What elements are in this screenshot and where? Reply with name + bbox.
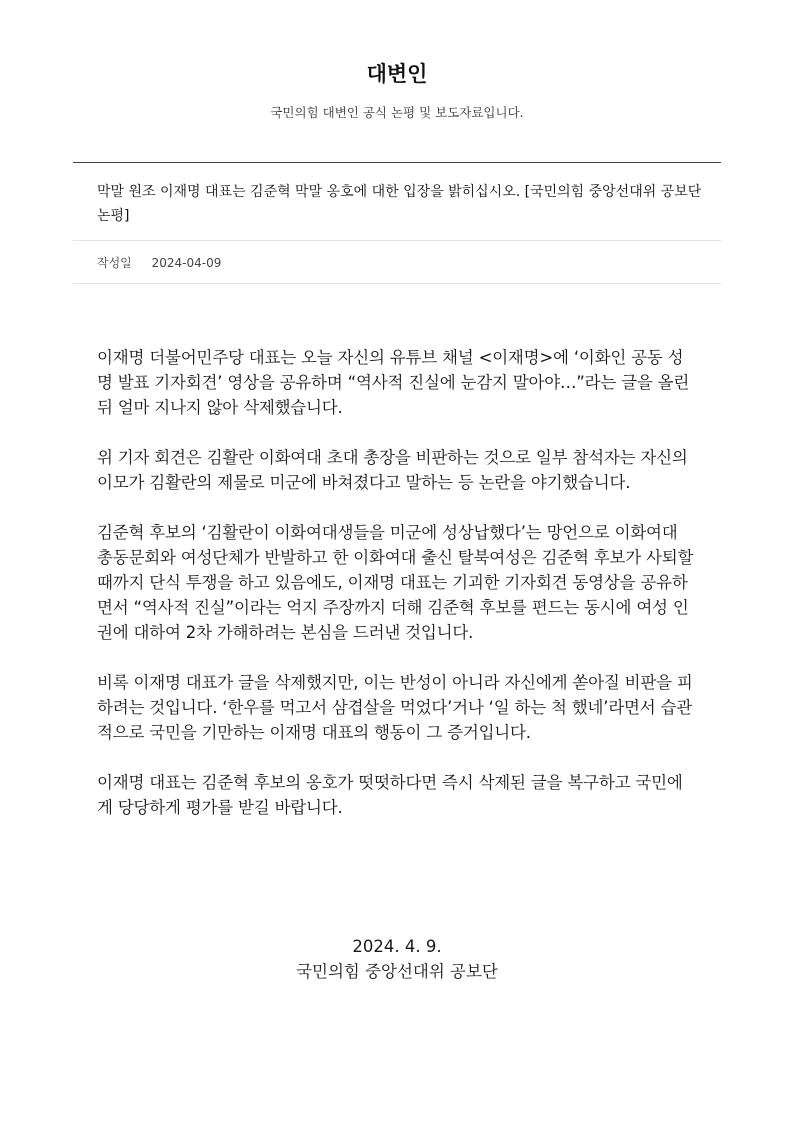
header-divider xyxy=(73,162,721,163)
signature-date: 2024. 4. 9. xyxy=(352,937,442,956)
body-paragraph-1: 이재명 더불어민주당 대표는 오늘 자신의 유튜브 채널 <이재명>에 ‘이화인 공동 성명 발표 기자회견’ 영상을 공유하며 “역사적 진실에 눈감지 말아야…”라는 글을 올린 뒤 얼마 지나지 않아 삭제했습니다. xyxy=(97,348,690,417)
meta-divider xyxy=(73,283,721,284)
body-paragraph-3: 김준혁 후보의 ‘김활란이 이화여대생들을 미군에 성상납했다’는 망언으로 이화여대 총동문회와 여성단체가 반발하고 한 이화여대 출신 탈북여성은 김준혁 후보가 사퇴할 때까지 단식 투쟁을 하고 있음에도, 이재명 대표는 기괴한 기자회견 동영상을 공유하면서 “역사적 진실”이라는 억지 주장까지 더해 김준혁 후보를 편드는 동시에 여성 인권에 대하여 2차 가해하려는 본심을 드러낸 것입니다. xyxy=(97,523,694,642)
body-paragraph-2: 위 기자 회견은 김활란 이화여대 초대 총장을 비판하는 것으로 일부 참석자는 자신의 이모가 김활란의 제물로 미군에 바쳐졌다고 말하는 등 논란을 야기했습니다. xyxy=(97,448,688,492)
page-subtitle: 국민의힘 대변인 공식 논평 및 보도자료입니다. xyxy=(270,105,524,120)
post-title: 막말 원조 이재명 대표는 김준혁 막말 옹호에 대한 입장을 밝히십시오. [국민의힘 중앙선대위 공보단 논평] xyxy=(97,184,702,224)
title-divider xyxy=(73,240,721,241)
signature-block xyxy=(0,934,794,984)
body-paragraph-5: 이재명 대표는 김준혁 후보의 옹호가 떳떳하다면 즉시 삭제된 글을 복구하고 국민에게 당당하게 평가를 받길 바랍니다. xyxy=(97,773,683,817)
page-title: 대변인 xyxy=(366,62,428,86)
article-body xyxy=(97,345,697,845)
post-meta xyxy=(97,254,221,271)
post-date: 2024-04-09 xyxy=(151,256,222,270)
signature-org: 국민의힘 중앙선대위 공보단 xyxy=(296,962,498,981)
body-paragraph-4: 비록 이재명 대표가 글을 삭제했지만, 이는 반성이 아니라 자신에게 쏟아질 비판을 피하려는 것입니다. ‘한우를 먹고서 삼겹살을 먹었다’거나 ‘일 하는 척 했네’라면서 습관적으로 국민을 기만하는 이재명 대표의 행동이 그 증거입니다. xyxy=(97,673,693,742)
date-label: 작성일 xyxy=(97,256,132,270)
